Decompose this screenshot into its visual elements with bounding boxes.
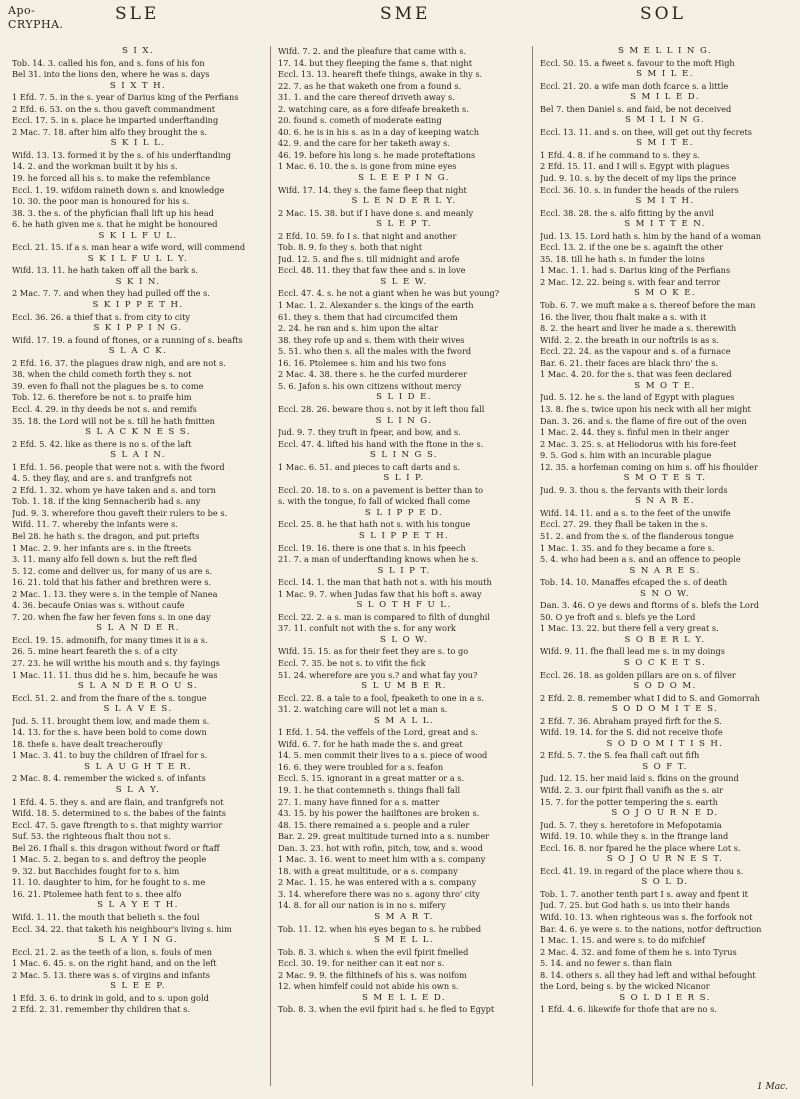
entry-line: 2 Efd. 16. 37. the plagues draw nigh, and are not s.: [12, 357, 226, 368]
entry-line: Eccl. 5. 15. ignorant in a great matter or a s.: [278, 773, 465, 784]
entry-line: 2 Mac. 12. 22. being s. with fear and terror: [540, 276, 721, 287]
entry-heading: S M O K E.: [633, 288, 697, 299]
entry-line: Eccl. 21. 20. a wife man doth fcarce s. a little: [540, 80, 729, 91]
entry-line: Suf. 53. the righteous fhalt thou not s.: [12, 831, 171, 842]
entry-line: 2 Mac. 4. 32. and fome of them he s. into Tyrus: [540, 946, 737, 957]
entry-heading: S O C K E T S.: [623, 657, 707, 668]
entry-line: Wifd. 11. 7. whereby the infants were s.: [12, 519, 178, 530]
entry-line: 48. 15. there remained a s. people and a ruler: [278, 819, 470, 830]
entry-heading: S L I N G S.: [369, 450, 439, 461]
entry-line: 2 Mac. 3. 25. s. at Heliodorus with his fore-feet: [540, 438, 737, 449]
entry-line: Jud. 5. 11. brought them low, and made them s.: [12, 715, 210, 726]
entry-heading: S L O W.: [379, 634, 429, 645]
entry-heading: S L U M B E R.: [361, 681, 447, 692]
entry-line: 2 Mac. 1. 15. he was entered with a s. company: [278, 877, 477, 888]
catchword: 1 Mac.: [756, 1082, 788, 1092]
entry-line: Wifd. 17. 19. a found of ftones, or a running of s. beafts: [12, 334, 243, 345]
entry-heading: S K I P P E T H.: [92, 300, 184, 311]
entry-line: Eccl. 38. 28. the s. alfo fitting by the anvil: [540, 207, 714, 218]
entry-line: Eccl. 14. 1. the man that hath not s. with his mouth: [278, 577, 492, 588]
entry-line: 16. 6. they were troubled for a s. feafon: [278, 761, 444, 772]
entry-line: Bar. 2. 29. great multitude turned into a s. number: [278, 831, 490, 842]
entry-line: 10. 30. the poor man is honoured for his s.: [12, 196, 190, 207]
entry-line: Wifd. 10. 13. when righteous was s. fhe forfook not: [540, 912, 753, 923]
entry-line: Bel 28. he hath s. the dragon, and put priefts: [12, 530, 200, 541]
entry-line: 1 Efd. 7. 5. in the s. year of Darius king of the Perfians: [12, 92, 239, 103]
concordance-column-1: [12, 46, 264, 1086]
entry-line: 22. 7. as he that waketh one from a found s.: [278, 80, 462, 91]
entry-heading: S L O T H F U L.: [356, 600, 452, 611]
entry-heading: S O F T.: [642, 761, 688, 772]
entry-line: 18. with a great multitude, or a s. company: [278, 865, 458, 876]
entry-heading: S N A R E S.: [629, 565, 701, 576]
entry-line: Wifd. 18. 5. determined to s. the babes of the faints: [12, 808, 227, 819]
entry-line: Eccl. 7. 35. be not s. to vifit the fick: [278, 657, 426, 668]
entry-heading: S M I T E.: [636, 138, 694, 149]
entry-heading: S M A R T.: [374, 912, 434, 923]
entry-line: Tob. 8. 3. which s. when the evil fpirit fmelled: [278, 946, 469, 957]
entry-line: 6. he hath given me s. that he might be honoured: [12, 219, 218, 230]
entry-line: Jud. 12. 15. her maid laid s. fkins on the ground: [540, 773, 739, 784]
entry-line: 16. 21. Ptolemee hath fent to s. thee alfo: [12, 888, 182, 899]
entry-line: Eccl. 47. 5. gave ftrength to s. that mighty warrior: [12, 819, 223, 830]
entry-line: Jud. 9. 3. thou s. the fervants with their lords: [540, 484, 728, 495]
running-head-center: SME: [380, 4, 431, 24]
entry-line: 1 Mac. 1. 35. and fo they became a fore s.: [540, 542, 715, 553]
entry-heading: S O L D I E R S.: [619, 992, 711, 1003]
entry-line: Tob. 6. 7. we muft make a s. thereof before the man: [540, 300, 756, 311]
entry-line: 18. thefe s. have dealt treacheroufly: [12, 738, 163, 749]
entry-line: Wifd. 19. 14. for the S. did not receive thofe: [540, 727, 723, 738]
entry-line: 1 Mac. 11. 11. thus did he s. him, becaufe he was: [12, 669, 218, 680]
entry-line: Bar. 6. 21. their faces are black thro' the s.: [540, 357, 719, 368]
entry-line: 2 Efd. 1. 32. whom ye have taken and s. and torn: [12, 484, 216, 495]
entry-line: 3. 11. many alfo fell down s. but the reft fled: [12, 554, 198, 565]
entry-heading: S L I P.: [383, 473, 425, 484]
entry-line: 21. 7. a man of underftanding knows when he s.: [278, 554, 479, 565]
entry-line: 1 Mac. 4. 20. for the s. that was feen declared: [540, 369, 732, 380]
entry-heading: S L I P T.: [377, 565, 431, 576]
entry-line: 1 Mac. 6. 51. and pieces to caft darts and s.: [278, 461, 460, 472]
entry-line: Eccl. 36. 10. s. in funder the heads of the rulers: [540, 184, 739, 195]
entry-line: Eccl. 51. 2. and from the fnare of the s. tongue: [12, 692, 207, 703]
entry-heading: S M E L L E D.: [362, 992, 446, 1003]
entry-line: Wifd. 1. 11. the mouth that belieth s. the foul: [12, 912, 200, 923]
entry-heading: S O J O U R N E D.: [611, 808, 719, 819]
entry-line: 14. 13. for the s. have been bold to come down: [12, 727, 207, 738]
entry-line: 2 Mac. 7. 7. and when they had pulled off the s.: [12, 288, 210, 299]
entry-line: Eccl. 13. 13. heareft thefe things, awake in thy s.: [278, 69, 483, 80]
entry-line: Eccl. 34. 22. that taketh his neighbour's living s. him: [12, 923, 232, 934]
book-section-top: Apo-: [8, 4, 36, 17]
entry-line: 38. when the child cometh forth they s. not: [12, 369, 192, 380]
entry-line: 2 Efd. 10. 59. fo I s. that night and another: [278, 230, 457, 241]
book-section: [8, 4, 64, 32]
entry-line: 16. 16. Ptolemee s. him and his two fons: [278, 357, 447, 368]
entry-heading: S L A I N.: [110, 450, 166, 461]
entry-line: 1 Mac. 6. 10. the s. is gone from mine eyes: [278, 161, 457, 172]
entry-heading: S M O T E.: [634, 380, 696, 391]
entry-line: 31. 2. watching care will not let a man s.: [278, 704, 448, 715]
entry-line: 1 Mac. 13. 22. but there fell a very great s.: [540, 623, 719, 634]
entry-line: Eccl. 27. 29. they fhall be taken in the s.: [540, 519, 708, 530]
entry-heading: S L A C K.: [108, 346, 168, 357]
entry-line: 5. 12. come and deliver us, for many of us are s.: [12, 565, 213, 576]
entry-line: Jud. 9. 3. wherefore thou gaveft their rulers to be s.: [12, 507, 228, 518]
entry-line: Tob. 11. 12. when his eyes began to s. he rubbed: [278, 923, 482, 934]
entry-line: Eccl. 17. 5. in s. place he imparted underftanding: [12, 115, 219, 126]
entry-line: 2 Efd. 2. 8. remember what I did to S. and Gomorrah: [540, 692, 760, 703]
entry-line: 4. 5. they flay, and are s. and tranfgrefs not: [12, 473, 192, 484]
running-head-right: SOL: [640, 4, 686, 24]
entry-line: 16. the liver, thou fhalt make a s. with it: [540, 311, 707, 322]
entry-line: 1 Mac. 5. 2. began to s. and deftroy the people: [12, 854, 207, 865]
entry-line: 4. 36. becaufe Onias was s. without caufe: [12, 600, 185, 611]
entry-line: Bel 31. into the lions den, where he was s. days: [12, 69, 210, 80]
entry-heading: S M E L L.: [373, 935, 435, 946]
entry-line: Bel 26. I fhall s. this dragon without fword or ftaff: [12, 842, 220, 853]
entry-line: Wifd. 7. 2. and the pleafure that came with s.: [278, 46, 467, 56]
entry-heading: S L E E P.: [110, 981, 166, 992]
entry-heading: S L A N D E R.: [96, 623, 180, 634]
entry-line: Eccl. 19. 16. there is one that s. in his fpeech: [278, 542, 466, 553]
entry-line: 1 Mac. 9. 7. when Judas faw that his hoft s. away: [278, 588, 482, 599]
entry-line: 42. 9. and the care for her taketh away s.: [278, 138, 450, 149]
entry-heading: S L A Y.: [115, 785, 161, 795]
concordance-column-2: [278, 46, 530, 1086]
entry-heading: S O D O M.: [633, 681, 697, 692]
entry-heading: S L A U G H T E R.: [84, 761, 192, 772]
entry-heading: S L E P T.: [376, 219, 432, 230]
entry-line: 13. 8. fhe s. twice upon his neck with all her might: [540, 403, 751, 414]
entry-line: 2 Efd. 5. 7. the S. fea fhall caft out fifh: [540, 750, 700, 761]
entry-line: 14. 8. for all our nation is in no s. mifery: [278, 900, 446, 911]
entry-line: 9. 32. but Bacchides fought for to s. him: [12, 865, 180, 876]
entry-line: Eccl. 25. 8. he that hath not s. with his tongue: [278, 519, 471, 530]
entry-line: 1 Mac. 1. 1. had s. Darius king of the Perfians: [540, 265, 731, 276]
entry-line: 61. they s. them that had circumcifed them: [278, 311, 458, 322]
entry-line: 2 Efd. 6. 53. on the s. thou gaveft commandment: [12, 103, 216, 114]
entry-line: Eccl. 41. 19. in regard of the place where thou s.: [540, 865, 744, 876]
entry-line: Wifd. 15. 15. as for their feet they are s. to go: [278, 646, 469, 657]
entry-line: 3. 14. wherefore there was no s. agony thro' city: [278, 888, 480, 899]
entry-line: Tob. 8. 9. fo they s. both that night: [278, 242, 423, 253]
entry-line: 40. 6. he is in his s. as in a day of keeping watch: [278, 126, 480, 137]
entry-line: Jud. 13. 15. Lord hath s. him by the hand of a woman: [540, 230, 762, 241]
entry-line: Tob. 14. 3. called his fon, and s. fons of his fon: [12, 57, 205, 68]
entry-line: 37. 11. confult not with the s. for any work: [278, 623, 456, 634]
entry-line: 50. O ye froft and s. blefs ye the Lord: [540, 611, 696, 622]
entry-line: 2 Mac. 9. 9. the filthinefs of his s. was noifom: [278, 969, 467, 980]
entry-line: Eccl. 47. 4. s. he not a giant when he was but young?: [278, 288, 500, 299]
entry-heading: S N A R E.: [634, 496, 695, 507]
entry-line: Jud. 5. 7. they s. heretofore in Mefopotamia: [540, 819, 722, 830]
entry-heading: S I X.: [122, 46, 154, 56]
entry-line: 35. 18. the Lord will not be s. till he hath fmitten: [12, 415, 215, 426]
entry-line: Eccl. 16. 8. nor fpared he the place where Lot s.: [540, 842, 741, 853]
entry-line: Wifd. 13. 11. he hath taken off all the bark s.: [12, 265, 198, 276]
entry-line: 8. 2. the heart and liver he made a s. therewith: [540, 323, 737, 334]
entry-line: 5. 4. who had been a s. and an offence to people: [540, 554, 741, 565]
entry-line: 2. 24. he ran and s. him upon the altar: [278, 323, 439, 334]
entry-line: 2 Efd. 15. 11. and I will s. Egypt with plagues: [540, 161, 730, 172]
entry-heading: S L E E P I N G.: [358, 173, 450, 184]
entry-heading: S M I L E D.: [630, 92, 700, 103]
entry-heading: S L A N D E R O U S.: [77, 681, 199, 692]
entry-line: 11. 10. daughter to him, for he fought to s. me: [12, 877, 206, 888]
entry-heading: S N O W.: [640, 588, 690, 599]
entry-heading: S M A L L.: [374, 715, 434, 726]
book-section-bottom: CRYPHA.: [8, 18, 64, 31]
entry-line: 14. 5. men commit their lives to a s. piece of wood: [278, 750, 488, 761]
entry-line: 17. 14. but they fleeping the fame s. that night: [278, 57, 472, 68]
entry-heading: S K I L F U L L Y.: [87, 253, 189, 264]
entry-line: s. with the tongue, fo fall of wicked fhall come: [278, 496, 471, 507]
entry-line: 43. 15. by his power the hailftones are broken s.: [278, 808, 480, 819]
column-rule-right: [532, 46, 533, 1086]
entry-line: Dan. 3. 23. hot with rofin, pitch, tow, and s. wood: [278, 842, 483, 853]
entry-line: Eccl. 26. 18. as golden pillars are on s. of filver: [540, 669, 736, 680]
entry-line: 5. 6. Jafon s. his own citizens without mercy: [278, 380, 462, 391]
entry-heading: S M O T E S T.: [623, 473, 707, 484]
entry-line: 2 Mac. 4. 38. there s. he the curfed murderer: [278, 369, 468, 380]
entry-line: 1 Mac. 6. 45. s. on the right hand, and on the left: [12, 958, 217, 969]
entry-line: 2 Mac. 7. 18. after him alfo they brought the s.: [12, 126, 208, 137]
entry-line: 2 Mac. 15. 38. but if I have done s. and meanly: [278, 207, 474, 218]
entry-line: 1 Efd. 4. 5. they s. and are flain, and tranfgrefs not: [12, 796, 224, 807]
entry-line: 46. 19. before his long s. he made proteftations: [278, 149, 476, 160]
entry-heading: S O B E R L Y.: [624, 634, 706, 645]
entry-line: 19. 1. he that contemneth s. things fhall fall: [278, 785, 461, 795]
entry-line: 1 Efd. 3. 6. to drink in gold, and to s. upon gold: [12, 992, 209, 1003]
entry-line: 38. 3. the s. of the phyfician fhall lift up his head: [12, 207, 214, 218]
entry-line: 1 Efd. 1. 54. the veffels of the Lord, great and s.: [278, 727, 478, 738]
page-header: [0, 0, 800, 44]
entry-line: 1 Mac. 1. 15. and were s. to do mifchief: [540, 935, 705, 946]
entry-line: Eccl. 13. 11. and s. on thee, will get out thy fecrets: [540, 126, 752, 137]
entry-line: Eccl. 1. 19. wifdom raineth down s. and knowledge: [12, 184, 225, 195]
entry-line: Eccl. 4. 29. in thy deeds be not s. and remifs: [12, 403, 197, 414]
entry-line: Bel 7. then Daniel s. and faid, be not deceived: [540, 103, 732, 114]
entry-line: 27. 1. many have finned for a s. matter: [278, 796, 440, 807]
entry-line: Eccl. 13. 2. if the one be s. againft the other: [540, 242, 724, 253]
entry-line: Eccl. 48. 11. they that faw thee and s. in love: [278, 265, 466, 276]
entry-heading: S M I L E.: [636, 69, 694, 80]
entry-line: 2 Efd. 5. 42. like as there is no s. of the laft: [12, 438, 192, 449]
entry-line: Eccl. 30. 19. for neither can it eat nor s.: [278, 958, 445, 969]
entry-heading: S L A V E S.: [103, 704, 173, 715]
entry-heading: S L I P P E D.: [364, 507, 444, 518]
entry-line: 5. 14. and no fewer s. than flain: [540, 958, 673, 969]
entry-line: Wifd. 2. 3. our fpirit fhall vanifh as the s. air: [540, 785, 724, 795]
entry-line: Tob. 12. 6. therefore be not s. to praife him: [12, 392, 192, 403]
entry-line: 2 Efd. 2. 31. remember thy children that s.: [12, 1004, 190, 1015]
entry-line: Tob. 14. 10. Manaffes efcaped the s. of death: [540, 577, 728, 588]
entry-line: Eccl. 28. 26. beware thou s. not by it left thou fall: [278, 403, 485, 414]
entry-line: Jud. 7. 25. but God hath s. us into their hands: [540, 900, 730, 911]
entry-line: 16. 21. told that his father and brethren were s.: [12, 577, 212, 588]
entry-line: Jud. 9. 10. s. by the deceit of my lips the prince: [540, 173, 737, 184]
entry-heading: S L E W.: [380, 276, 428, 287]
entry-heading: S L I D E.: [376, 392, 432, 403]
entry-line: Eccl. 22. 24. as the vapour and s. of a furnace: [540, 346, 731, 357]
entry-line: 19. he forced all his s. to make the refemblance: [12, 173, 211, 184]
entry-heading: S L A Y E T H.: [97, 900, 179, 911]
column-rule-left: [270, 46, 271, 1086]
entry-line: Jud. 12. 5. and fhe s. till midnight and arofe: [278, 253, 460, 264]
entry-line: Jud. 5. 12. he s. the land of Egypt with plagues: [540, 392, 735, 403]
entry-line: Eccl. 47. 4. lifted his hand with the ftone in the s.: [278, 438, 484, 449]
entry-heading: S O J O U R N E S T.: [606, 854, 724, 865]
entry-line: 2 Mac. 5. 13. there was s. of virgins and infants: [12, 969, 210, 980]
entry-line: Jud. 9. 7. they truft in fpear, and bow, and s.: [278, 427, 461, 438]
entry-heading: S O D O M I T I S H.: [606, 738, 724, 749]
entry-line: 31. 1. and the care thereof driveth away s.: [278, 92, 455, 103]
entry-line: 51. 2. and from the s. of the flanderous tongue: [540, 530, 734, 541]
entry-line: 38. they rofe up and s. them with their wives: [278, 334, 465, 345]
entry-line: Eccl. 36. 26. a thief that s. from city to city: [12, 311, 191, 322]
entry-line: Eccl. 20. 18. to s. on a pavement is better than to: [278, 484, 484, 495]
entry-heading: S K I L L.: [110, 138, 166, 149]
entry-heading: S L A C K N E S S.: [85, 427, 191, 438]
entry-line: 2 Mac. 1. 13. they were s. in the temple of Nanea: [12, 588, 218, 599]
entry-heading: S I X T H.: [109, 80, 167, 91]
entry-line: 35. 18. till he hath s. in funder the loins: [540, 253, 705, 264]
entry-heading: S L A Y I N G.: [98, 935, 178, 946]
entry-line: 1 Efd. 4. 8. if he command to s. they s.: [540, 149, 700, 160]
entry-line: 1 Mac. 3. 41. to buy the children of Ifrael for s.: [12, 750, 208, 761]
entry-line: Wifd. 19. 10. while they s. in the ftrange land: [540, 831, 729, 842]
entry-line: 2 Efd. 7. 36. Abraham prayed firft for the S.: [540, 715, 722, 726]
entry-line: Eccl. 22. 2. a s. man is compared to filth of dunghil: [278, 611, 491, 622]
entry-heading: S M E L L I N G.: [617, 46, 713, 56]
entry-heading: S K I L F U L.: [98, 230, 178, 241]
entry-line: Dan. 3. 46. O ye dews and ftorms of s. blefs the Lord: [540, 600, 760, 611]
entry-line: Tob. 8. 3. when the evil fpirit had s. he fled to Egypt: [278, 1004, 495, 1015]
entry-line: 2 Mac. 8. 4. remember the wicked s. of infants: [12, 773, 206, 784]
entry-heading: S K I P P I N G.: [93, 323, 183, 334]
entry-line: Wifd. 13. 13. formed it by the s. of his underftanding: [12, 149, 231, 160]
entry-line: 51. 24. wherefore are you s.? and what fay you?: [278, 669, 478, 680]
entry-line: 1 Mac. 2. 44. they s. finful men in their anger: [540, 427, 729, 438]
entry-line: 12. when himfelf could not abide his own s.: [278, 981, 459, 992]
entry-line: 8. 14. others s. all they had left and withal befought: [540, 969, 756, 980]
entry-heading: S L I P P E T H.: [358, 530, 450, 541]
entry-line: 7. 20. when fhe faw her feven fons s. in one day: [12, 611, 211, 622]
entry-heading: S L E N D E R L Y.: [351, 196, 457, 207]
entry-line: 14. 2. and the workman built it by his s.: [12, 161, 178, 172]
entry-line: 5. 51. who then s. all the males with the fword: [278, 346, 472, 357]
entry-heading: S O D O M I T E S.: [611, 704, 719, 715]
entry-line: Tob. 1. 18. if the king Sennacherib had s. any: [12, 496, 201, 507]
entry-line: Eccl. 21. 15. if a s. man hear a wife word, will commend: [12, 242, 246, 253]
entry-line: the Lord, being s. by the wicked Nicanor: [540, 981, 710, 992]
entry-line: 2. watching care, as a fore difeafe breaketh s.: [278, 103, 469, 114]
entry-heading: S M I T T E N.: [624, 219, 706, 230]
entry-line: Wifd. 6. 7. for he hath made the s. and great: [278, 738, 463, 749]
entry-line: Wifd. 17. 14. they s. the fame fleep that night: [278, 184, 467, 195]
entry-line: 27. 23. he will writhe his mouth and s. thy fayings: [12, 657, 220, 668]
entry-line: 1 Efd. 4. 6. likewife for thofe that are no s.: [540, 1004, 717, 1015]
entry-line: Tob. 1. 7. another tenth part I s. away and fpent it: [540, 888, 748, 899]
entry-line: Wifd. 14. 11. and a s. to the feet of the unwife: [540, 507, 731, 518]
entry-line: Eccl. 21. 2. as the teeth of a lion, s. fouls of men: [12, 946, 213, 957]
entry-heading: S L I N G.: [375, 415, 433, 426]
entry-heading: S K I N.: [115, 276, 161, 287]
entry-line: 1 Efd. 1. 56. people that were not s. with the fword: [12, 461, 225, 472]
running-head-left: SLE: [115, 4, 160, 24]
entry-line: 12. 35. a horfeman coming on him s. off his fhoulder: [540, 461, 758, 472]
entry-heading: S M I T H.: [635, 196, 695, 207]
entry-line: 1 Mac. 2. 9. her infants are s. in the ftreets: [12, 542, 192, 553]
entry-line: 1 Mac. 3. 16. went to meet him with a s. company: [278, 854, 486, 865]
entry-line: 39. even fo fhall not the plagues be s. to come: [12, 380, 204, 391]
entry-heading: S O L D.: [641, 877, 689, 888]
concordance-column-3: [540, 46, 790, 1086]
entry-line: Dan. 3. 26. and s. the flame of fire out of the oven: [540, 415, 747, 426]
entry-line: Wifd. 2. 2. the breath in our noftrils is as s.: [540, 334, 719, 345]
entry-line: 1 Mac. 1. 2. Alexander s. the kings of the earth: [278, 300, 474, 311]
entry-line: Wifd. 9. 11. fhe fhall lead me s. in my doings: [540, 646, 725, 657]
entry-line: 20. found s. cometh of moderate eating: [278, 115, 442, 126]
entry-line: Bar. 4. 6. ye were s. to the nations, notfor deftruction: [540, 923, 762, 934]
entry-line: Eccl. 50. 15. a fweet s. favour to the moft High: [540, 57, 735, 68]
entry-heading: S M I L I N G.: [625, 115, 705, 126]
entry-line: Eccl. 22. 8. a tale to a fool, fpeaketh to one in a s.: [278, 692, 484, 703]
entry-line: 26. 5. mine heart feareth the s. of a city: [12, 646, 178, 657]
entry-line: 9. 5. God s. him with an incurable plague: [540, 450, 712, 461]
entry-line: Eccl. 19. 15. admonifh, for many times it is a s.: [12, 634, 208, 645]
entry-line: 15. 7. for the potter tempering the s. earth: [540, 796, 718, 807]
